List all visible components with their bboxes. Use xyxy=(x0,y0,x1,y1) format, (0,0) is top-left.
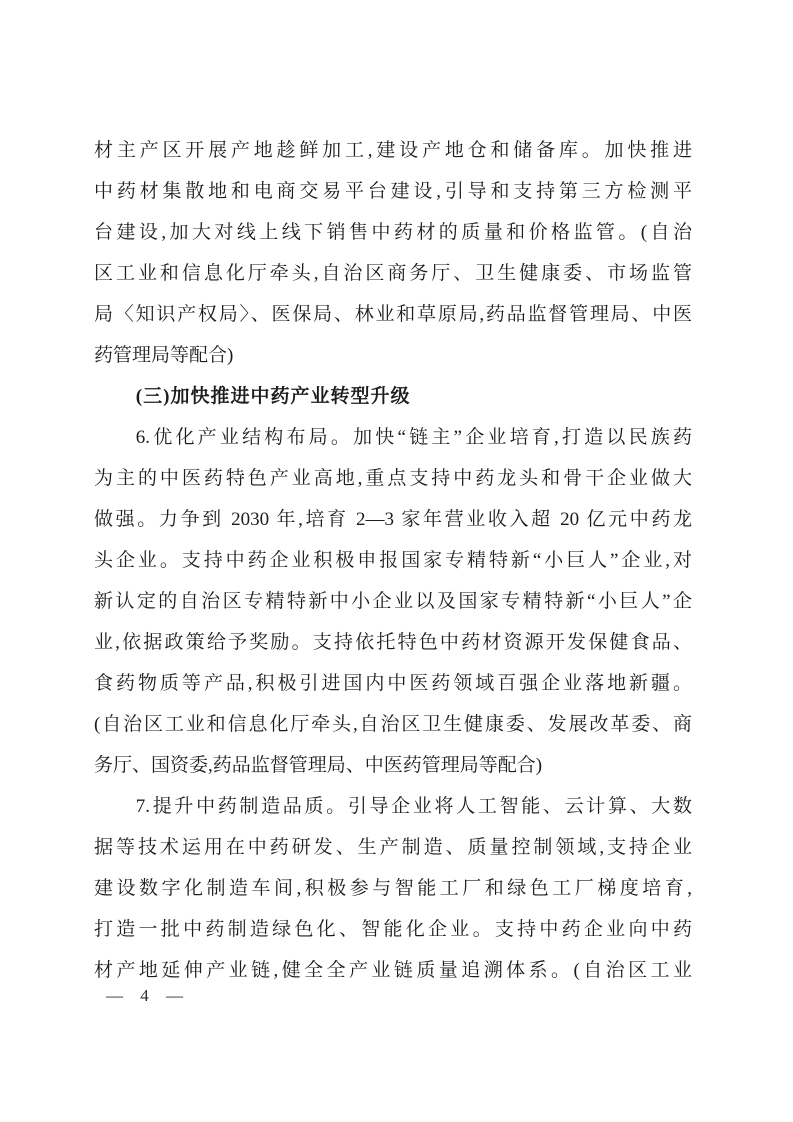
text-line: 中药材集散地和电商交易平台建设,引导和支持第三方检测平 xyxy=(94,181,692,202)
text-line: 6.优化产业结构布局。加快“链主”企业培育,打造以民族药 xyxy=(135,427,692,448)
page-footer xyxy=(94,986,183,1006)
text-line: 建设数字化制造车间,积极参与智能工厂和绿色工厂梯度培育, xyxy=(94,878,692,899)
text-line: 材产地延伸产业链,健全全产业链质量追溯体系。(自治区工业 xyxy=(94,960,692,981)
section-heading: (三)加快推进中药产业转型升级 xyxy=(135,386,411,407)
text-line: 食药物质等产品,积极引进国内中医药领域百强企业落地新疆。 xyxy=(94,673,692,694)
text-line: 台建设,加大对线上线下销售中药材的质量和价格监管。(自治 xyxy=(94,222,692,243)
text-line: 打造一批中药制造绿色化、智能化企业。支持中药企业向中药 xyxy=(94,919,692,940)
text-line: 做强。力争到 2030 年,培育 2—3 家年营业收入超 20 亿元中药龙 xyxy=(94,509,692,530)
text-line: 材主产区开展产地趁鲜加工,建设产地仓和储备库。加快推进 xyxy=(94,140,692,161)
text-line: 头企业。支持中药企业积极申报国家专精特新“小巨人”企业,对 xyxy=(94,550,692,571)
text-line: 务厅、国资委,药品监督管理局、中医药管理局等配合) xyxy=(94,755,543,776)
text-line: (自治区工业和信息化厅牵头,自治区卫生健康委、发展改革委、商 xyxy=(94,714,692,735)
text-line: 7.提升中药制造品质。引导企业将人工智能、云计算、大数 xyxy=(135,796,692,817)
text-line: 局〈知识产权局〉、医保局、林业和草原局,药品监督管理局、中医 xyxy=(94,304,692,325)
text-line: 区工业和信息化厅牵头,自治区商务厅、卫生健康委、市场监管 xyxy=(94,263,692,284)
document-body xyxy=(94,130,692,991)
text-line: 业,依据政策给予奖励。支持依托特色中药材资源开发保健食品、 xyxy=(94,632,692,653)
page-number: — 4 — xyxy=(106,986,183,1005)
text-line: 药管理局等配合) xyxy=(94,345,234,366)
text-line: 据等技术运用在中药研发、生产制造、质量控制领域,支持企业 xyxy=(94,837,692,858)
text-line: 为主的中医药特色产业高地,重点支持中药龙头和骨干企业做大 xyxy=(94,468,692,489)
text-line: 新认定的自治区专精特新中小企业以及国家专精特新“小巨人”企 xyxy=(94,591,692,612)
